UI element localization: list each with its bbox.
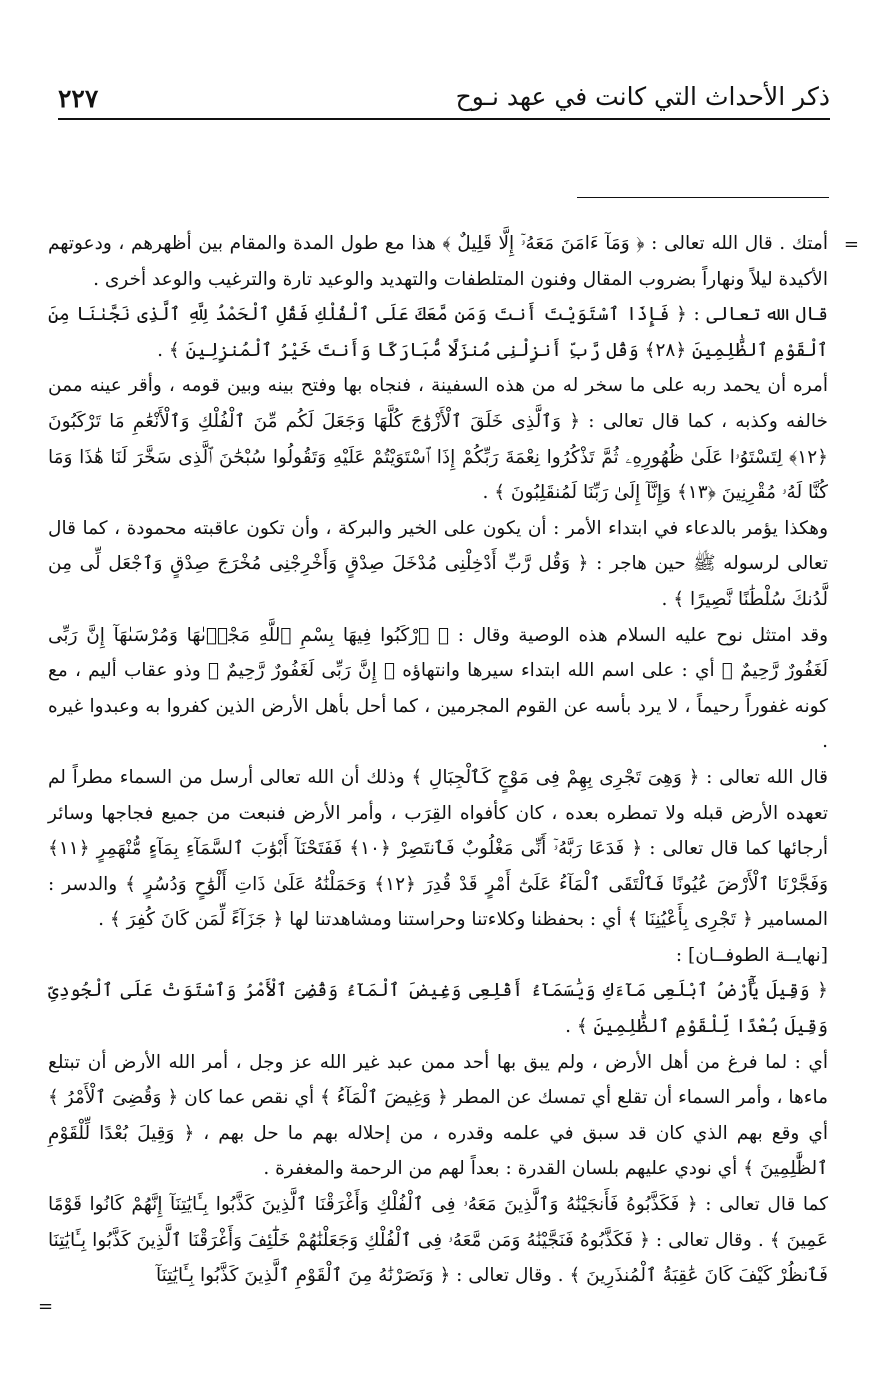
continuation-mark: = (843, 234, 859, 255)
section-paragraph-2: كما قال تعالى : ﴿ فَكَذَّبُوهُ فَأَنجَيْنَٰهُ وَٱلَّذِينَ مَعَهُۥ فِى ٱلْفُلْكِ وَأَغْرَقْنَا ٱلَّذِينَ كَذَّبُوا بِـَٔايَٰتِنَآ إِنَّهُمْ كَانُوا قَوْمًا عَمِينَ ﴾ . وقال تعالى : ﴿ فَكَذَّبُوهُ فَنَجَّيْنَٰهُ وَمَن مَّعَهُۥ فِى ٱلْفُلْكِ وَجَعَلْنَٰهُمْ خَلَٰٓئِفَ وَأَغْرَقْنَا ٱلَّذِينَ كَذَّبُوا بِـَٔايَٰتِنَا فَٱنظُرْ كَيْفَ كَانَ عَٰقِبَةُ ٱلْمُنذَرِينَ ﴾ . وقال تعالى : ﴿ وَنَصَرْنَٰهُ مِنَ ٱلْقَوْمِ ٱلَّذِينَ كَذَّبُوا بِـَٔايَٰتِنَآ (48, 1194, 828, 1287)
section-verse: ﴿ وَقِيلَ يَٰٓأَرْضُ ٱبْلَعِى مَآءَكِ وَيَٰسَمَآءُ أَقْلِعِى وَغِيضَ ٱلْمَآءُ وَقُضِىَ ٱلْأَمْرُ وَٱسْتَوَتْ عَلَى ٱلْجُودِىِّ وَقِيلَ بُعْدًا لِّلْقَوْمِ ٱلظَّٰلِمِينَ ﴾ . (48, 980, 828, 1038)
body-text (48, 226, 828, 1294)
continuation-end-mark: = (38, 1296, 54, 1317)
paragraph-6: قال الله تعالى : ﴿ وَهِىَ تَجْرِى بِهِمْ فِى مَوْجٍ كَٱلْجِبَالِ ﴾ وذلك أن الله تعالى أرسل من السماء مطراً لم تعهده الأرض قبله ولا تمطره بعده ، كان كأفواه القِرَب ، وأمر الأرض فنبعت من جميع فجاجها وسائر أرجائها كما قال تعالى : ﴿ فَدَعَا رَبَّهُۥٓ أَنِّى مَغْلُوبٌ فَٱنتَصِرْ ﴿١٠﴾ فَفَتَحْنَآ أَبْوَٰبَ ٱلسَّمَآءِ بِمَآءٍ مُّنْهَمِرٍ ﴿١١﴾ وَفَجَّرْنَا ٱلْأَرْضَ عُيُونًا فَٱلْتَقَى ٱلْمَآءُ عَلَىٰٓ أَمْرٍ قَدْ قُدِرَ ﴿١٢﴾ وَحَمَلْنَٰهُ عَلَىٰ ذَاتِ أَلْوَٰحٍ وَدُسُرٍ ﴾ والدسر : المسامير ﴿ تَجْرِى بِأَعْيُنِنَا ﴾ أي : بحفظنا وكلاءتنا وحراستنا ومشاهدتنا لها ﴿ جَزَآءً لِّمَن كَانَ كُفِرَ ﴾ . (48, 766, 829, 931)
paragraph-1: أمتك . قال الله تعالى : ﴿ وَمَآ ءَامَنَ مَعَهُۥٓ إِلَّا قَلِيلٌ ﴾ هذا مع طول المدة والمقام بين أظهرهم ، ودعوتهم الأكيدة ليلاً ونهاراً بضروب المقال وفنون المتلطفات والتهديد والوعيد تارة والترغيب والوعد أخرى . (48, 233, 828, 290)
page-number: ٢٢٧ (58, 84, 99, 113)
paragraph-4: وهكذا يؤمر بالدعاء في ابتداء الأمر : أن يكون على الخير والبركة ، وأن تكون عاقبته محمودة ، كما قال تعالى لرسوله ﷺ حين هاجر : ﴿ وَقُل رَّبِّ أَدْخِلْنِى مُدْخَلَ صِدْقٍ وَأَخْرِجْنِى مُخْرَجَ صِدْقٍ وَٱجْعَل لِّى مِن لَّدُنكَ سُلْطَٰنًا نَّصِيرًا ﴾ . (48, 517, 828, 610)
paragraph-2: قال الله تعالى : ﴿ فَإِذَا ٱسْتَوَيْتَ أَنتَ وَمَن مَّعَكَ عَلَى ٱلْفُلْكِ فَقُلِ ٱلْحَمْدُ لِلَّهِ ٱلَّذِى نَجَّىٰنَا مِنَ ٱلْقَوْمِ ٱلظَّٰلِمِينَ ﴿٢٨﴾ وَقُل رَّبِّ أَنزِلْنِى مُنزَلًا مُّبَارَكًا وَأَنتَ خَيْرُ ٱلْمُنزِلِينَ ﴾ . (48, 304, 828, 361)
running-header (58, 74, 830, 120)
paragraph-5: وقد امتثل نوح عليه السلام هذه الوصية وقال : ﴿ ٱرْكَبُوا فِيهَا بِسْمِ ٱللَّهِ مَجْرٜىٰهَا وَمُرْسَىٰهَآ إِنَّ رَبِّى لَغَفُورٌ رَّحِيمٌ ﴾ أي : على اسم الله ابتداء سيرها وانتهاؤه ﴿ إِنَّ رَبِّى لَغَفُورٌ رَّحِيمٌ ﴾ وذو عقاب أليم ، مع كونه غفوراً رحيماً ، لا يرد بأسه عن القوم المجرمين ، كما أحل بأهل الأرض الذين كفروا به وعبدوا غيره . (48, 624, 828, 753)
section-heading: [نهايــة الطوفــان] : (675, 944, 828, 966)
chapter-title: ذكر الأحداث التي كانت في عهد نـوح (455, 82, 830, 111)
section-paragraph-1: أي : لما فرغ من أهل الأرض ، ولم يبق بها أحد ممن عبد غير الله عز وجل ، أمر الله الأرض أن تبتلع ماءها ، وأمر السماء أن تقلع أي تمسك عن المطر ﴿ وَغِيضَ ٱلْمَآءُ ﴾ أي نقص عما كان ﴿ وَقُضِىَ ٱلْأَمْرُ ﴾ أي وقع بهم الذي كان قد سبق في علمه وقدره ، من إحلاله بهم ما حل بهم ، ﴿ وَقِيلَ بُعْدًا لِّلْقَوْمِ ٱلظَّٰلِمِينَ ﴾ أي نودي عليهم بلسان القدرة : بعداً لهم من الرحمة والمغفرة . (48, 1051, 828, 1180)
top-rule (577, 197, 829, 198)
paragraph-3: أمره أن يحمد ربه على ما سخر له من هذه السفينة ، فنجاه بها وفتح بينه وبين قومه ، وأقر عينه ممن خالفه وكذبه ، كما قال تعالى : ﴿ وَٱلَّذِى خَلَقَ ٱلْأَزْوَٰجَ كُلَّهَا وَجَعَلَ لَكُم مِّنَ ٱلْفُلْكِ وَٱلْأَنْعَٰمِ مَا تَرْكَبُونَ ﴿١٢﴾ لِتَسْتَوُۥا عَلَىٰ ظُهُورِهِۦ ثُمَّ تَذْكُرُوا نِعْمَةَ رَبِّكُمْ إِذَا ٱسْتَوَيْتُمْ عَلَيْهِ وَتَقُولُوا سُبْحَٰنَ ٱلَّذِى سَخَّرَ لَنَا هَٰذَا وَمَا كُنَّا لَهُۥ مُقْرِنِينَ ﴿١٣﴾ وَإِنَّآ إِلَىٰ رَبِّنَا لَمُنقَلِبُونَ ﴾ . (48, 375, 829, 504)
